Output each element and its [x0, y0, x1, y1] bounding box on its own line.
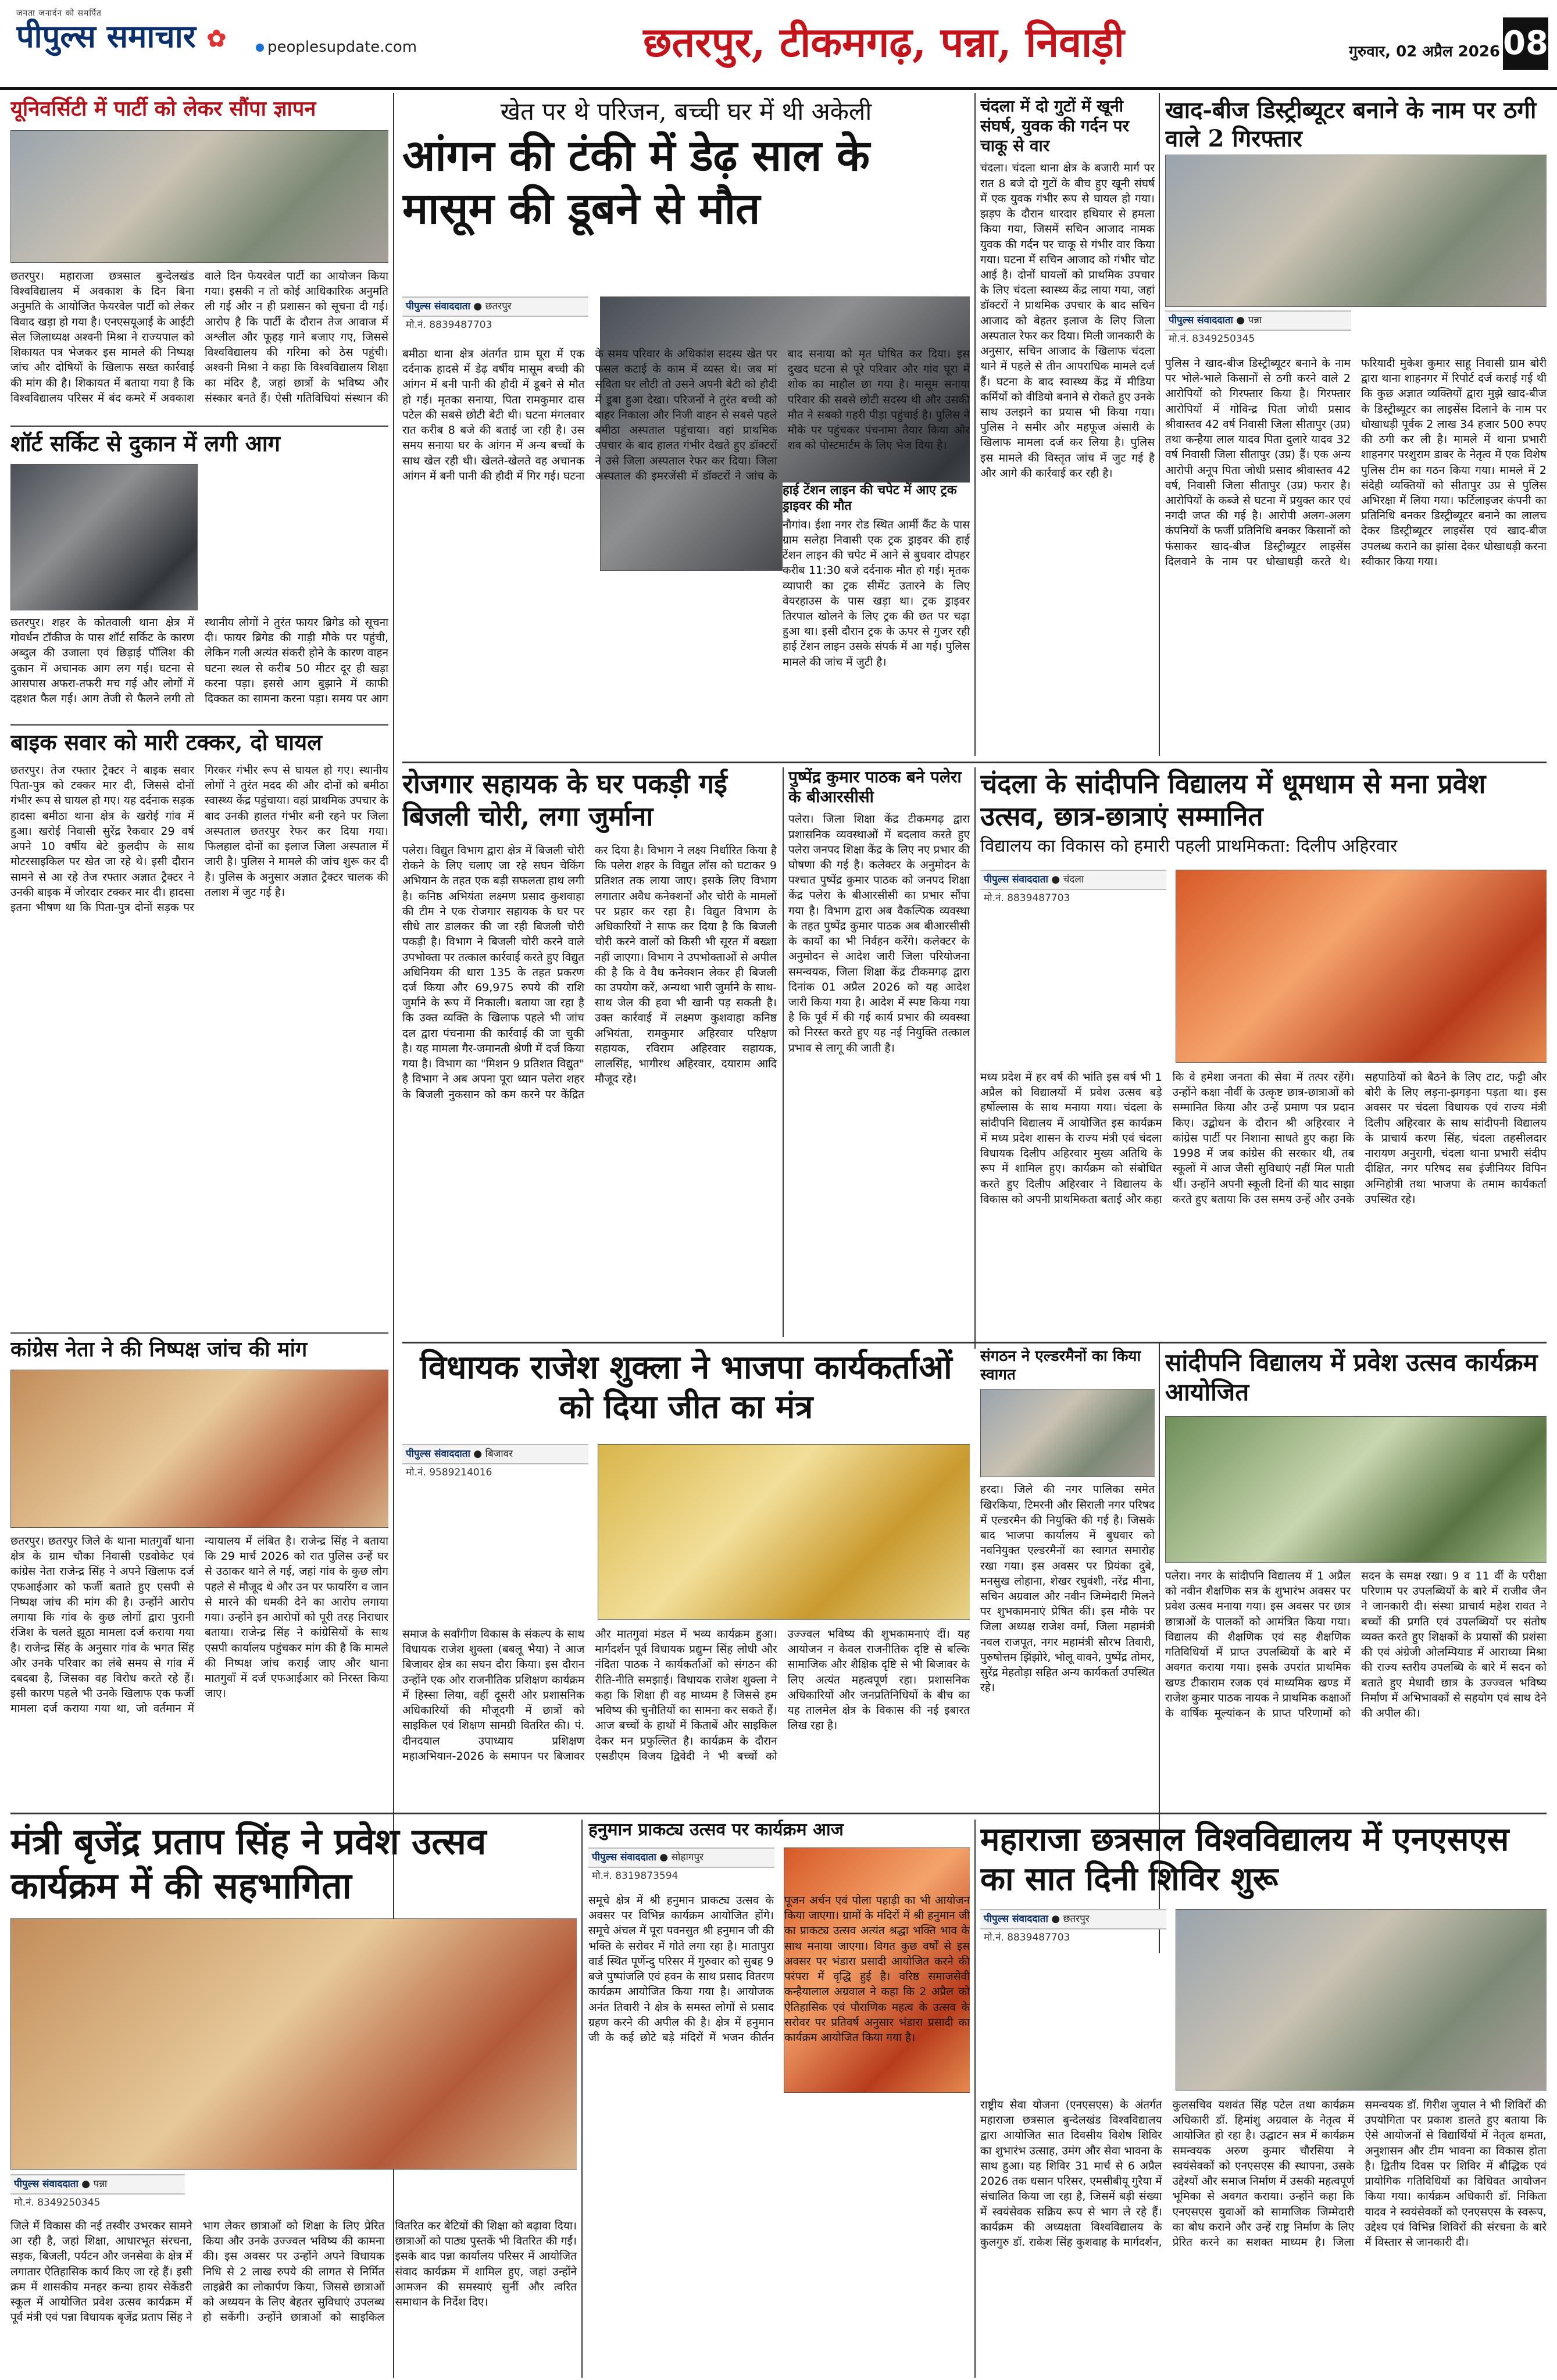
article-chandla-clash [980, 97, 1155, 753]
lotus-icon: ✿ [206, 25, 227, 53]
article-body: समाज के सर्वांगीण विकास के संकल्प के साथ विधायक राजेश शुक्ला (बबलू भैया) ने आज बिजावर क्षेत्र का सघन दौरा किया। इस दौरान उन्होंने एक ओर राजनीतिक प्रशिक्षण कार्यक्रम में हिस्सा लिया, वहीं दूसरी ओर प्रशासनिक अधिकारियों की मौजूदगी में छात्रों को साइकिल एवं शिक्षण सामग्री वितरित की। पं. दीनदयाल उपाध्याय प्रशिक्षण महाअभियान-2026 के समापन पर बिजावर और मातगुवां मंडल में भव्य कार्यक्रम हुआ। मार्गदर्शन पूर्व विधायक प्रद्युम्न सिंह लोधी और नंदिता पाठक ने कार्यकर्ताओं को संगठन की रीति-नीति समझाई। विधायक राजेश शुक्ला ने कहा कि शिक्षा ही वह माध्यम है जिससे हम भविष्य की चुनौतियों का सामना कर सकते हैं। आज बच्चों के हाथों में किताबें और साइकिल देकर मन प्रफुल्लित है। कार्यक्रम के दौरान एसडीएम विजय द्विवेदी ने भी बच्चों को उज्ज्वल भविष्य की शुभकामनाएं दीं। यह आयोजन न केवल राजनीतिक दृष्टि से बल्कि सामाजिक और शैक्षिक दृष्टि से भी बिजावर के लिए अत्यंत महत्वपूर्ण रहा। प्रशासनिक अधिकारियों और जनप्रतिनिधियों के बीच का यह तालमेल क्षेत्र के विकास की नई इबारत लिख रहा है। [402, 1628, 970, 1763]
byline-place: छतरपुर [485, 301, 512, 312]
article-body: बमीठा थाना क्षेत्र अंतर्गत ग्राम घूरा में एक दर्दनाक हादसे में डेढ़ वर्षीय मासूम बच्ची की आंगन में बनी पानी की हौदी में डूबने से मौत हो गई। मृतका सनाया, पिता रामकुमार दास पटेल की सबसे छोटी बेटी थी। घटना मंगलवार रात करीब 8 बजे की बताई जा रही है। उस समय सनाया घर के आंगन में अन्य बच्चों के साथ खेल रही थी। खेलते-खेलते वह अचानक आंगन में बनी पानी की हौदी में गिर गई। घटना के समय परिवार के अधिकांश सदस्य खेत पर फसल कटाई के काम में व्यस्त थे। जब मां सविता घर लौटी तो उसने अपनी बेटी को हौदी में डूबा हुआ देखा। परिजनों ने तुरंत बच्ची को बाहर निकाला और निजी वाहन से सबसे पहले बमीठा अस्पताल पहुंचाया। वहां प्राथमिक उपचार के बाद हालत गंभीर देखते हुए डॉक्टरों ने उसे जिला अस्पताल रेफर कर दिया। जिला अस्पताल की इमरजेंसी में डॉक्टरों ने जांच के बाद सनाया को मृत घोषित कर दिया। इस दुखद घटना से पूरे परिवार और गांव घूरा में शोक का माहौल छा गया है। मासूम सनाया परिवार की सबसे छोटी सदस्य थी और उसकी मौत ने सबको गहरी पीड़ा पहुंचाई है। पुलिस ने मौके पर पहुंचकर पंचनामा तैयार किया और शव को पोस्टमार्टम के लिए भेज दिया है। [402, 348, 970, 483]
byline-name: पीपुल्स संवाददाता [984, 874, 1048, 885]
byline: पीपुल्स संवाददाता ● छतरपुर [402, 296, 588, 317]
mobile-number: मो.नं. 8839487703 [406, 319, 492, 331]
byline-name: पीपुल्स संवाददाता [984, 1913, 1048, 1925]
mobile-number: मो.नं. 8349250345 [1169, 333, 1255, 345]
column-rule [974, 93, 976, 756]
article-university-party [10, 97, 388, 422]
byline: पीपुल्स संवाददाता ● चंदला [980, 870, 1166, 890]
byline-box [402, 296, 588, 334]
byline-name: पीपुल्स संवाददाता [14, 2178, 78, 2190]
article-body: चंदला। चंदला थाना क्षेत्र के बजारी मार्ग पर रात 8 बजे दो गुटों के बीच हुए खूनी संघर्ष में एक युवक गंभीर रूप से घायल हो गया। झड़प के दौरान धारदार हथियार से हमला किया गया, जिसमें सचिन आजाद नामक युवक की गर्दन पर चाकू से गंभीर वार किया गया। घटना में सचिन आजाद को गंभीर चोट आई है। दोनों घायलों को प्राथमिक उपचार के लिए चंदला स्वास्थ्य केंद्र लाया गया, जहां डॉक्टरों ने प्राथमिक उपचार के बाद सचिन आजाद को बेहतर इलाज के लिए जिला अस्पताल रेफर कर दिया। मिली जानकारी के अनुसार, सचिन आजाद के खिलाफ चंदला थाने में पहले से तीन आपराधिक मामले दर्ज हैं। घटना के बाद स्वास्थ्य केंद्र में मीडिया कर्मियों को वीडियो बनाने से रोकते हुए उनके साथ उलझने का प्रयास भी किया गया। पुलिस ने समीर और महफूज अंसारी के खिलाफ मामला दर्ज कर लिया है। पुलिस इस मामले की विस्तृत जांच में जुट गई है और आगे की कार्रवाई कर रही है। [980, 162, 1155, 480]
headline: रोजगार सहायक के घर पकड़ी गई बिजली चोरी, लगा जुर्माना [402, 768, 727, 832]
photo [1176, 1909, 1547, 2090]
byline-box [980, 1909, 1166, 1947]
mobile-number: मो.नं. 8839487703 [984, 892, 1070, 905]
column-rule [581, 1820, 583, 2378]
article-body: पलेरा। नगर के सांदीपनि विद्यालय में 1 अप्रैल को नवीन शैक्षणिक सत्र के शुभारंभ अवसर पर प्रवेश उत्सव मनाया गया। इस अवसर पर छात्र छात्राओं के पालकों को आमंत्रित किया गया। विद्यालय की शैक्षणिक एवं सह शैक्षणिक गतिविधियों में प्राप्त उपलब्धियों के बारे में अवगत कराया गया। इसके उपरांत प्राथमिक खण्ड टीकाराम रजक एवं माध्यमिक खण्ड में राजेश कुमार पाठक नायक ने प्राथमिक कक्षाओं के वार्षिक मूल्यांकन के प्राप्त परिणामों को सदन के समक्ष रखा। 9 व 11 वीं के परीक्षा परिणाम पर उपलब्धियों के बारे में राजीव जैन ने जानकारी दी। संस्था प्राचार्य महेश रावत ने बच्चों की प्रगति एवं उपलब्धियों पर संतोष व्यक्त करते हुए शिक्षकों के प्रयासों की प्रशंसा की एवं अंग्रेजी ओलम्पियाड में आराध्या मिश्रा की राज्य स्तरीय उपलब्धि के बारे में सदन को बताते हुए मेधावी छात्र के उज्ज्वल भविष्य निर्माण में अभिभावकों से सहयोग एवं साथ देने की अपील की। [1165, 1570, 1547, 1720]
headline: मंत्री बृजेंद्र प्रताप सिंह ने प्रवेश उत्सव कार्यक्रम में की सहभागिता [10, 1820, 487, 1907]
byline-box [588, 1847, 774, 1885]
article-body: मध्य प्रदेश में हर वर्ष की भांति इस वर्ष भी 1 अप्रैल को विद्यालयों में प्रवेश उत्सव बड़े हर्षोल्लास के साथ मनाया गया। चंदला के सांदीपनि विद्यालय में आयोजित इस कार्यक्रम में मध्य प्रदेश शासन के राज्य मंत्री एवं चंदला विधायक दिलीप अहिरवार मुख्य अतिथि के रूप में शामिल हुए। कार्यक्रम को संबोधित करते हुए दिलीप अहिरवार ने विद्यालय के विकास को अपनी प्राथमिकता बताई और कहा कि वे हमेशा जनता की सेवा में तत्पर रहेंगे। उन्होंने कक्षा नौवीं के उत्कृष्ट छात्र-छात्राओं को सम्मानित किया और उन्हें प्रमाण पत्र प्रदान किए। उद्बोधन के दौरान श्री अहिरवार ने कांग्रेस पार्टी पर निशाना साधते हुए कहा कि 1998 में जब कांग्रेस की सरकार थी, तब स्कूलों में आज जैसी सुविधाएं नहीं मिल पाती थीं। उन्होंने अपनी स्कूली दिनों की याद साझा करते हुए बताया कि उस समय उन्हें और उनके सहपाठियों को बैठने के लिए टाट, फट्टी और बोरी के लिए लड़ना-झगड़ना पड़ता था। इस अवसर पर चंदला विधायक एवं राज्य मंत्री दिलीप अहिरवार के साथ सांदीपनी विद्यालय के प्राचार्य करण सिंह, चंदला तहसीलदार नारायण अनुरागी, चंदला थाना प्रभारी संदीप दीक्षित, नगर परिषद सब इंजीनियर विपिन अग्निहोत्री तथा भाजपा के तमाम कार्यकर्ता उपस्थित रहे। [980, 1071, 1547, 1206]
article-electricity-theft [402, 767, 777, 1337]
brand-name [16, 19, 249, 53]
article-aldermen-welcome [980, 1348, 1155, 1807]
article-body: राष्ट्रीय सेवा योजना (एनएसएस) के अंतर्गत महाराजा छत्रसाल बुन्देलखंड विश्वविद्यालय द्वारा आयोजित सात दिवसीय विशेष शिविर का शुभारंभ उत्साह, उमंग और सेवा भावना के साथ हुआ। यह शिविर 31 मार्च से 6 अप्रैल 2026 तक धसान परिसर, एमसीबीयू गुरैया में संचालित किया जा रहा है, जिसमें बड़ी संख्या में स्वयंसेवक सक्रिय रूप से भाग ले रहे हैं। कार्यक्रम की अध्यक्षता विश्वविद्यालय के कुलगुरु डॉ. राकेश सिंह कुशवाह के मार्गदर्शन, कुलसचिव यशवंत सिंह पटेल तथा कार्यक्रम अधिकारी डॉ. हिमांशु अग्रवाल के नेतृत्व में आयोजित हो रहा है। उद्घाटन सत्र में कार्यक्रम समन्वयक अरुण कुमार चौरसिया ने स्वयंसेवकों को एनएसएस की स्थापना, उसके उद्देश्यों और समाज निर्माण में उसकी महत्वपूर्ण भूमिका से अवगत कराया। उन्होंने कहा कि एनएसएस युवाओं को सामाजिक जिम्मेदारी का बोध कराने और उन्हें राष्ट्र निर्माण के लिए प्रेरित करने का सशक्त माध्यम है। जिला समन्वयक डॉ. गिरीश जुयाल ने भी शिविरों की उपयोगिता पर प्रकाश डालते हुए बताया कि ऐसे आयोजनों से विद्यार्थियों में नेतृत्व क्षमता, अनुशासन और टीम भावना का विकास होता है। द्वितीय दिवस पर शिविर में बौद्धिक एवं प्रायोगिक गतिविधियों का विधिवत आयोजन किया गया। कार्यक्रम अधिकारी डॉ. निकिता यादव ने स्वयंसेवकों को एनएसएस के स्वरूप, उद्देश्य एवं विभिन्न शिविरों की संरचना के बारे में विस्तार से जानकारी दी। [980, 2099, 1547, 2249]
photo [1165, 155, 1547, 307]
byline-box [402, 1444, 588, 1482]
row-rule [10, 1813, 1547, 1814]
row-rule [402, 1342, 1547, 1343]
photo [1176, 870, 1547, 1063]
headline: बाइक सवार को मारी टक्कर, दो घायल [10, 729, 322, 755]
kicker: खेत पर थे परिजन, बच्ची घर में थी अकेली [500, 97, 872, 126]
article-body: हरदा। जिले की नगर पालिका समेत खिरकिया, टिमरनी और सिराली नगर परिषद में एल्डरमैन की नियुक्ति की गई है। जिसके बाद भाजपा कार्यालय में बुधवार को नवनियुक्त एल्डरमैनों का स्वागत समारोह रखा गया। इस अवसर पर प्रियंका दुबे, मनसुख लोहाना, शेखर रघुवंशी, नरेंद्र मीना, सचिन अग्रवाल और नवीन जिम्मेदारी मिलने पर शुभकामनाएं प्रेषित कीं। इस मौके पर जिला अध्यक्ष राजेश वर्मा, जिला महामंत्री नवल राजपूत, नगर महामंत्री सौरभ तिवारी, पुरुषोत्तम झिंझोरे, भोलू वावने, पुष्पेंद्र तोमर, सुरेंद्र मेहतोड़ा सहित अन्य कार्यकर्ता उपस्थित रहे। [980, 1483, 1155, 1695]
headline: महाराजा छत्रसाल विश्वविद्यालय में एनएसएस का सात दिनी शिविर शुरू [980, 1820, 1509, 1899]
column-rule [974, 1820, 976, 2378]
byline: पीपुल्स संवाददाता ● बिजावर [402, 1444, 588, 1464]
photo [10, 130, 388, 263]
headline: कांग्रेस नेता ने की निष्पक्ष जांच की मांग [10, 1337, 308, 1361]
article-body: समूचे क्षेत्र में श्री हनुमान प्राकट्य उत्सव के अवसर पर विभिन्न कार्यक्रम आयोजित होंगे। समूचे अंचल में पूरा पवनसुत श्री हनुमान जी की भक्ति के सरोवर में गोते लगा रहा है। मातापुरा वार्ड स्थित पूर्णेन्दु परिसर में गुरुवार को सुबह 9 बजे पुष्पांजलि एवं हवन के साथ प्रसाद वितरण कार्यक्रम आयोजित किया गया है। आयोजक अनंत तिवारी ने क्षेत्र के समस्त लोगों से प्रसाद ग्रहण करने की अपील की है। क्षेत्र में हनुमान जी के कई छोटे बड़े मंदिरों में भजन कीर्तन पूजन अर्चन एवं पोला पहाड़ी का भी आयोजन किया जाएगा। ग्रामों के मंदिरों में श्री हनुमान जी का प्राकट्य उत्सव अत्यंत श्रद्धा भक्ति भाव के साथ मनाया जाएगा। विगत कुछ वर्षों से इस अवसर पर भंडारा प्रसादी आयोजित करने की परंपरा में वृद्धि हुई है। वरिष्ठ समाजसेवी कन्हैयालाल अग्रवाल ने कहा कि 2 अप्रैल को ऐतिहासिक एवं पौराणिक महत्व के उत्सव के सरोवर पर प्रतिवर्ष अनुसार भंडारा प्रसादी का कार्यक्रम आयोजित किया गया है। [588, 1894, 970, 2044]
dateline: गुरुवार, 02 अप्रैल 2026 [1349, 43, 1500, 60]
byline-place: पन्ना [1248, 315, 1262, 326]
article-bike-accident [10, 729, 388, 1037]
article-body: छतरपुर। शहर के कोतवाली थाना क्षेत्र में गोवर्धन टॉकीज के पास शॉर्ट सर्किट के कारण अब्दुल की उजाला एवं छिड़ाई पॉलिश की दुकान में अचानक आग लग गई। घटना से आसपास अफरा-तफरी मच गई और लोगों में दहशत फैल गई। आग तेजी से फैलने लगी तो स्थानीय लोगों ने तुरंत फायर ब्रिगेड को सूचना दी। फायर ब्रिगेड की गाड़ी मौके पर पहुंची, लेकिन गली अत्यंत संकरी होने के कारण वाहन घटना स्थल से करीब 50 मीटर दूर ही खड़ा करना पड़ा। इससे आग बुझाने में काफी दिक्कत का सामना करना पड़ा। समय पर आग [10, 616, 388, 706]
headline: आंगन की टंकी में डेढ़ साल के मासूम की डूबने से मौत [402, 131, 870, 234]
headline: हाई टेंशन लाइन की चपेट में आए ट्रक ड्राइवर की मौत [783, 483, 957, 513]
headline: पुष्पेंद्र कुमार पाठक बने पलेरा के बीआरसीसी [788, 767, 962, 807]
row-rule [402, 762, 1547, 763]
mobile-number: मो.नं. 8839487703 [984, 1932, 1070, 1944]
byline: पीपुल्स संवाददाता ● छतरपुर [980, 1909, 1166, 1929]
article-palera-school [1165, 1348, 1547, 1807]
column-rule [974, 767, 976, 1349]
mobile-number: मो.नं. 9589214016 [406, 1467, 492, 1479]
article-body: छतरपुर। तेज रफ्तार ट्रैक्टर ने बाइक सवार पिता-पुत्र को टक्कर मार दी, जिससे दोनों गंभीर रूप से घायल हो गए। यह दर्दनाक सड़क हादसा बमीठा थाना क्षेत्र के खरोई गांव में हुआ। खरोई निवासी सुरेंद्र रैकवार 29 वर्ष अपने 10 वर्षीय बेटे कुलदीप के साथ मोटरसाइकिल पर खेत जा रहे थे। इसी दौरान सामने से आ रहे तेज रफ्तार अज्ञात ट्रैक्टर ने उनकी बाइक में जोरदार टक्कर मार दी। हादसा इतना भीषण था कि पिता-पुत्र दोनों सड़क पर गिरकर गंभीर रूप से घायल हो गए। स्थानीय लोगों ने तुरंत मदद की और दोनों को बमीठा स्वास्थ्य केंद्र पहुंचाया। वहां प्राथमिक उपचार के बाद उनकी हालत गंभीर बनी रहने पर जिला अस्पताल छतरपुर रेफर कर दिया गया। फिलहाल दोनों का इलाज जिला अस्पताल में जारी है। पुलिस ने मामले की जांच शुरू कर दी है। पुलिस के अनुसार अज्ञात ट्रैक्टर चालक की तलाश में जुट गई है। [10, 764, 388, 914]
column-rule [1159, 93, 1160, 756]
byline-place: पन्ना [93, 2178, 108, 2190]
article-body: पलेरा। जिला शिक्षा केंद्र टीकमगढ़ द्वारा प्रशासनिक व्यवस्थाओं में बदलाव करते हुए पलेरा जनपद शिक्षा केंद्र के लिए नए प्रभार की घोषणा की गई है। कलेक्टर के अनुमोदन के पश्चात पुष्पेंद्र कुमार पाठक को जनपद शिक्षा केंद्र पलेरा के बीआरसीसी का प्रभार सौंपा गया है। विभाग द्वारा अब वैकल्पिक व्यवस्था के तहत पुष्पेंद्र कुमार पाठक अब बीआरसीसी के कार्यों का भी निर्वहन करेंगे। कलेक्टर के अनुमोदन से आदेश जारी जिला परियोजना समन्वयक, जिला शिक्षा केंद्र टीकमगढ़ द्वारा दिनांक 01 अप्रैल 2026 को यह आदेश जारी किया गया है। आदेश में स्पष्ट किया गया है कि पूर्व में की गई कार्य प्रभार की व्यवस्था को निरस्त करते हुए यह नई नियुक्ति तत्काल प्रभाव से लागू की जाती है। [788, 813, 970, 1055]
byline-box [980, 870, 1166, 907]
article-fertilizer-fraud [1165, 97, 1547, 753]
article-brcc-appointment [788, 767, 970, 1337]
byline-name: पीपुल्स संवाददाता [406, 301, 470, 312]
byline-name: पीपुल्स संवाददाता [406, 1448, 470, 1460]
headline: चंदला के सांदीपनि विद्यालय में धूमधाम से मना प्रवेश उत्सव, छात्र-छात्राएं सम्मानित [980, 768, 1486, 832]
headline: चंदला में दो गुटों में खूनी संघर्ष, युवक की गर्दन पर चाकू से वार [980, 97, 1129, 156]
article-minister-praveshotsav [10, 1820, 577, 2378]
byline-place: सोहागपुर [671, 1852, 704, 1863]
page-number: 08 [1503, 17, 1548, 70]
photo [10, 1918, 577, 2170]
brand [16, 8, 249, 78]
row-rule [10, 1332, 388, 1334]
byline-name: पीपुल्स संवाददाता [592, 1852, 656, 1863]
globe-icon [256, 44, 264, 52]
website-text: peoplesupdate.com [267, 38, 417, 56]
row-rule [10, 724, 388, 726]
byline-box [1165, 310, 1351, 348]
article-body: नौगांव। ईशा नगर रोड स्थित आर्मी कैंट के पास ग्राम सलेहा निवासी एक ट्रक ड्राइवर की हाई टेंशन लाइन की चपेट में आने से बुधवार दोपहर करीब 11:30 बजे दर्दनाक मौत हो गई। मृतक व्यापारी का ट्रक सीमेंट उतारने के लिए वेयरहाउस के पास खड़ा था। ट्रक ड्राइवर तिरपाल खोलने के लिए ट्रक की छत पर चढ़ा हुआ था। इसी दौरान ट्रक के ऊपर से गुजर रही हाई टेंशन लाइन उसके संपर्क में आ गई। पुलिस मामले की जांच में जुटी है। [783, 518, 970, 669]
headline: खाद-बीज डिस्ट्रीब्यूटर बनाने के नाम पर ठगी वाले 2 गिरफ्तार [1165, 97, 1537, 152]
headline: हनुमान प्राकट्य उत्सव पर कार्यक्रम आज [588, 1820, 844, 1840]
photo [10, 1370, 388, 1528]
mobile-number: मो.नं. 8319873594 [592, 1870, 678, 1882]
article-body: पलेरा। विद्युत विभाग द्वारा क्षेत्र में बिजली चोरी रोकने के लिए चलाए जा रहे सघन चेकिंग अभियान के तहत एक बड़ी सफलता हाथ लगी है। कनिष्ठ अभियंता लक्ष्मण प्रसाद कुशवाहा की टीम ने एक रोजगार सहायक के घर पर सीधे तार डालकर की जा रही बिजली चोरी पकड़ी है। विभाग ने बिजली चोरी करने वाले उपभोक्ता पर तत्काल कार्रवाई करते हुए विद्युत अधिनियम की धारा 135 के तहत प्रकरण दर्ज किया और 69,975 रुपये की राशि जुर्माने के रूप में निकाली। बताया जा रहा है कि उक्त व्यक्ति के खिलाफ पहले भी जांच दल द्वारा पंचनामा की कार्रवाई की जा चुकी है। यह मामला गैर-जमानती श्रेणी में दर्ज किया गया है। विभाग का "मिशन 9 प्रतिशत विद्युत" है विभाग ने अब अपना पूरा ध्यान पलेरा शहर के बिजली नुकसान को कम करने पर केंद्रित कर दिया है। विभाग ने लक्ष्य निर्धारित किया है कि पलेरा शहर के विद्युत लॉस को घटाकर 9 प्रतिशत तक लाया जाए। इसके लिए विभाग लगातार अवैध कनेक्शनों और चोरी के मामलों पर प्रहार कर रहा है। विद्युत विभाग के अधिकारियों ने साफ कर दिया है कि बिजली चोरी करने वालों को किसी भी सूरत में बख्शा नहीं जाएगा। विभाग ने उपभोक्ताओं से अपील की है कि वे वैध कनेक्शन लेकर ही बिजली का उपयोग करें, अन्यथा भारी जुर्माने के साथ-साथ जेल की हवा भी खानी पड़ सकती है। उक्त कार्रवाई में लक्ष्मण कुशवाहा कनिष्ठ अभियंता, रामकुमार अहिरवार परिक्षण सहायक, रविराम अहिरवार सहायक, लालसिंह, भागीरथ अहिरवार, दयाराम आदि मौजूद रहे। [402, 844, 777, 1101]
article-truck-driver [783, 483, 970, 748]
article-body: जिले में विकास की नई तस्वीर उभरकर सामने आ रही है, जहां शिक्षा, आधारभूत संरचना, सड़क, बिजली, पर्यटन और जनसेवा के क्षेत्र में लगातार ऐतिहासिक कार्य किए जा रहे हैं। इसी क्रम में शासकीय मनहर कन्या हायर सेकेंडरी स्कूल में आयोजित प्रवेश उत्सव कार्यक्रम में पूर्व मंत्री एवं पन्ना विधायक बृजेंद्र प्रताप सिंह ने भाग लेकर छात्राओं को शिक्षा के लिए प्रेरित किया और उनके उज्ज्वल भविष्य की कामना की। इस अवसर पर उन्होंने अपने विधायक निधि से 2 लाख रुपये की लागत से निर्मित लाइब्रेरी का लोकार्पण किया, जिससे छात्राओं को अध्ययन के लिए बेहतर सुविधाएं उपलब्ध हो सकेंगी। उन्होंने छात्राओं को साइकिल वितरित कर बेटियों की शिक्षा को बढ़ावा दिया। छात्राओं को पाठ्य पुस्तकें भी वितरित की गईं। इसके बाद पन्ना कार्यालय परिसर में आयोजित संवाद कार्यक्रम में शामिल हुए, जहां उन्होंने आमजन की समस्याएं सुनीं और त्वरित समाधान के निर्देश दिए। [10, 2220, 577, 2324]
masthead [0, 0, 1557, 90]
article-hanuman-utsav [588, 1820, 970, 2378]
byline-place: बिजावर [485, 1448, 513, 1460]
headline: विधायक राजेश शुक्ला ने भाजपा कार्यकर्ताओं को दिया जीत का मंत्र [420, 1348, 952, 1427]
article-mla-bjp [402, 1348, 970, 1807]
byline-place: छतरपुर [1063, 1913, 1090, 1925]
website-link[interactable] [256, 37, 448, 60]
byline: पीपुल्स संवाददाता ● पन्ना [1165, 310, 1351, 331]
article-body: छतरपुर। महाराजा छत्रसाल बुन्देलखंड विश्वविद्यालय में अवकाश के दिन बिना अनुमति के आयोजित फेयरवेल पार्टी को लेकर विवाद खड़ा हो गया है। एनएसयूआई के आईटी सेल जिलाध्यक्ष अश्वनी मिश्रा ने राज्यपाल को शिकायत पत्र भेजकर इस मामले की निष्पक्ष जांच और दोषियों के खिलाफ सख्त कार्रवाई की मांग की है। शिकायत में बताया गया है कि विश्वविद्यालय परिसर में बंद कमरे में अवकाश वाले दिन फेयरवेल पार्टी का आयोजन किया गया। इसकी न तो कोई आधिकारिक अनुमति ली गई और न ही प्रशासन को सूचना दी गई। आरोप है कि पार्टी के दौरान तेज आवाज में अश्लील और फूहड़ गाने बजाए गए, जिससे विश्वविद्यालय की गरिमा को ठेस पहुंची। अश्वनी मिश्रा ने कहा कि विश्वविद्यालय शिक्षा का मंदिर है, जहां छात्रों के भविष्य और संस्कार बनते हैं। ऐसी गतिविधियां संस्थान की [10, 270, 388, 405]
headline: यूनिवर्सिटी में पार्टी को लेकर सौंपा ज्ञापन [10, 97, 316, 121]
article-congress-leader [10, 1337, 388, 1808]
article-body: पुलिस ने खाद-बीज डिस्ट्रीब्यूटर बनाने के नाम पर भोले-भाले किसानों से ठगी करने वाले 2 आरोपियों को गिरफ्तार किया है। गिरफ्तार आरोपियों में गोविन्द्र पिता जोधी प्रसाद श्रीवास्तव 42 वर्ष निवासी जिला सीतापुर (उप्र) तथा कन्हैया लाल यादव पिता दुलारे यादव 32 वर्ष निवासी जिला सीतापुर (उप्र) हैं। एक अन्य आरोपी अनूप पिता जोधी प्रसाद श्रीवास्तव 42 वर्ष, निवासी जिला सीतापुर (उप्र) फरार है। आरोपियों के कब्जे से घटना में प्रयुक्त कार एवं नगदी जप्त की गई है। आरोपी अलग-अलग कंपनियों के फर्जी प्रतिनिधि बनकर किसानों को फंसाकर खाद-बीज डिस्ट्रीब्यूटर लाइसेंस दिलवाने के नाम पर धोखाधड़ी करते थे। फरियादी मुकेश कुमार साहू निवासी ग्राम बोरी द्वारा थाना शाहनगर में रिपोर्ट दर्ज कराई गई थी कि कुछ अज्ञात व्यक्तियों द्वारा मुझे खाद-बीज के डिस्ट्रीब्यूटर का लाइसेंस दिलाने के नाम पर धोखाधड़ी पूर्वक 2 लाख 34 हजार 500 रुपए की ठगी कर ली है। मामले में थाना प्रभारी शाहनगर परशुराम डाबर के नेतृत्व में एक विशेष पुलिस टीम का गठन किया गया। मामले में 2 संदेही व्यक्तियों को सीतापुर उप्र से पुलिस अभिरक्षा में लिया गया। फर्टिलाइजर कंपनी का प्रतिनिधि बनकर डिस्ट्रीब्यूटर बनाने का लालच देकर डिस्ट्रीब्यूटर लाइसेंस एवं खाद-बीज उपलब्ध कराने का झांसा देकर धोखाधड़ी करना स्वीकार किया गया। [1165, 357, 1547, 568]
article-nss-camp [980, 1820, 1547, 2378]
article-body: छतरपुर। छतरपुर जिले के थाना मातगुवाँ थाना क्षेत्र के ग्राम चौका निवासी एडवोकेट एवं कांग्रेस नेता राजेन्द्र सिंह ने अपने खिलाफ दर्ज एफआईआर को फर्जी बताते हुए एसपी से निष्पक्ष जांच की मांग की है। उन्होंने आरोप लगाया कि गांव के कुछ लोगों द्वारा पुरानी रंजिश के चलते झूठा मामला दर्ज कराया गया है। राजेन्द्र सिंह के अनुसार गांव के भगत सिंह और उनके परिवार का लंबे समय से गांव में दबदबा है, जिसका वह विरोध करते रहे हैं। इसी कारण पहले भी उनके खिलाफ एक फर्जी मामला दर्ज कराया गया था, जो वर्तमान में न्यायालय में लंबित है। राजेन्द्र सिंह ने बताया कि 29 मार्च 2026 को रात पुलिस उन्हें घर से उठाकर थाने ले गई, जहां गांव के कुछ लोग पहले से मौजूद थे और उन पर फायरिंग व जान से मारने की धमकी देने का आरोप लगाया गया। उन्होंने इन आरोपों को पूरी तरह निराधार बताया। राजेन्द्र सिंह ने कांग्रेसियों के साथ एसपी कार्यालय पहुंचकर मांग की है कि मामले की निष्पक्ष जांच कराई जाए और थाना मातगुवाँ में दर्ज एफआईआर को निरस्त किया जाए। [10, 1535, 388, 1716]
headline: संगठन ने एल्डरमैनों का किया स्वागत [980, 1348, 1141, 1384]
region-title: छतरपुर, टीकमगढ़, पन्ना, निवाड़ी [643, 18, 1124, 66]
mobile-number: मो.नं. 8349250345 [14, 2197, 101, 2209]
photo [598, 1444, 970, 1620]
photo [1165, 1416, 1547, 1563]
brand-name-text: पीपुल्स समाचार [16, 17, 196, 55]
byline-place: चंदला [1063, 874, 1084, 885]
headline: शॉर्ट सर्किट से दुकान में लगी आग [10, 430, 281, 456]
brand-tagline: जनता जनार्दन को समर्पित [16, 9, 102, 18]
byline-name: पीपुल्स संवाददाता [1169, 315, 1233, 326]
subheadline: विद्यालय का विकास को हमारी पहली प्राथमिकता: दिलीप अहिरवार [980, 836, 1398, 857]
photo [980, 1389, 1155, 1477]
headline: सांदीपनि विद्यालय में प्रवेश उत्सव कार्यक्रम आयोजित [1165, 1348, 1538, 1407]
column-rule [783, 767, 784, 1337]
byline: पीपुल्स संवाददाता ● पन्ना [10, 2174, 185, 2195]
row-rule [10, 426, 388, 427]
article-chandla-school [980, 767, 1547, 1337]
byline: पीपुल्स संवाददाता ● सोहागपुर [588, 1847, 774, 1868]
byline-box [10, 2174, 185, 2212]
